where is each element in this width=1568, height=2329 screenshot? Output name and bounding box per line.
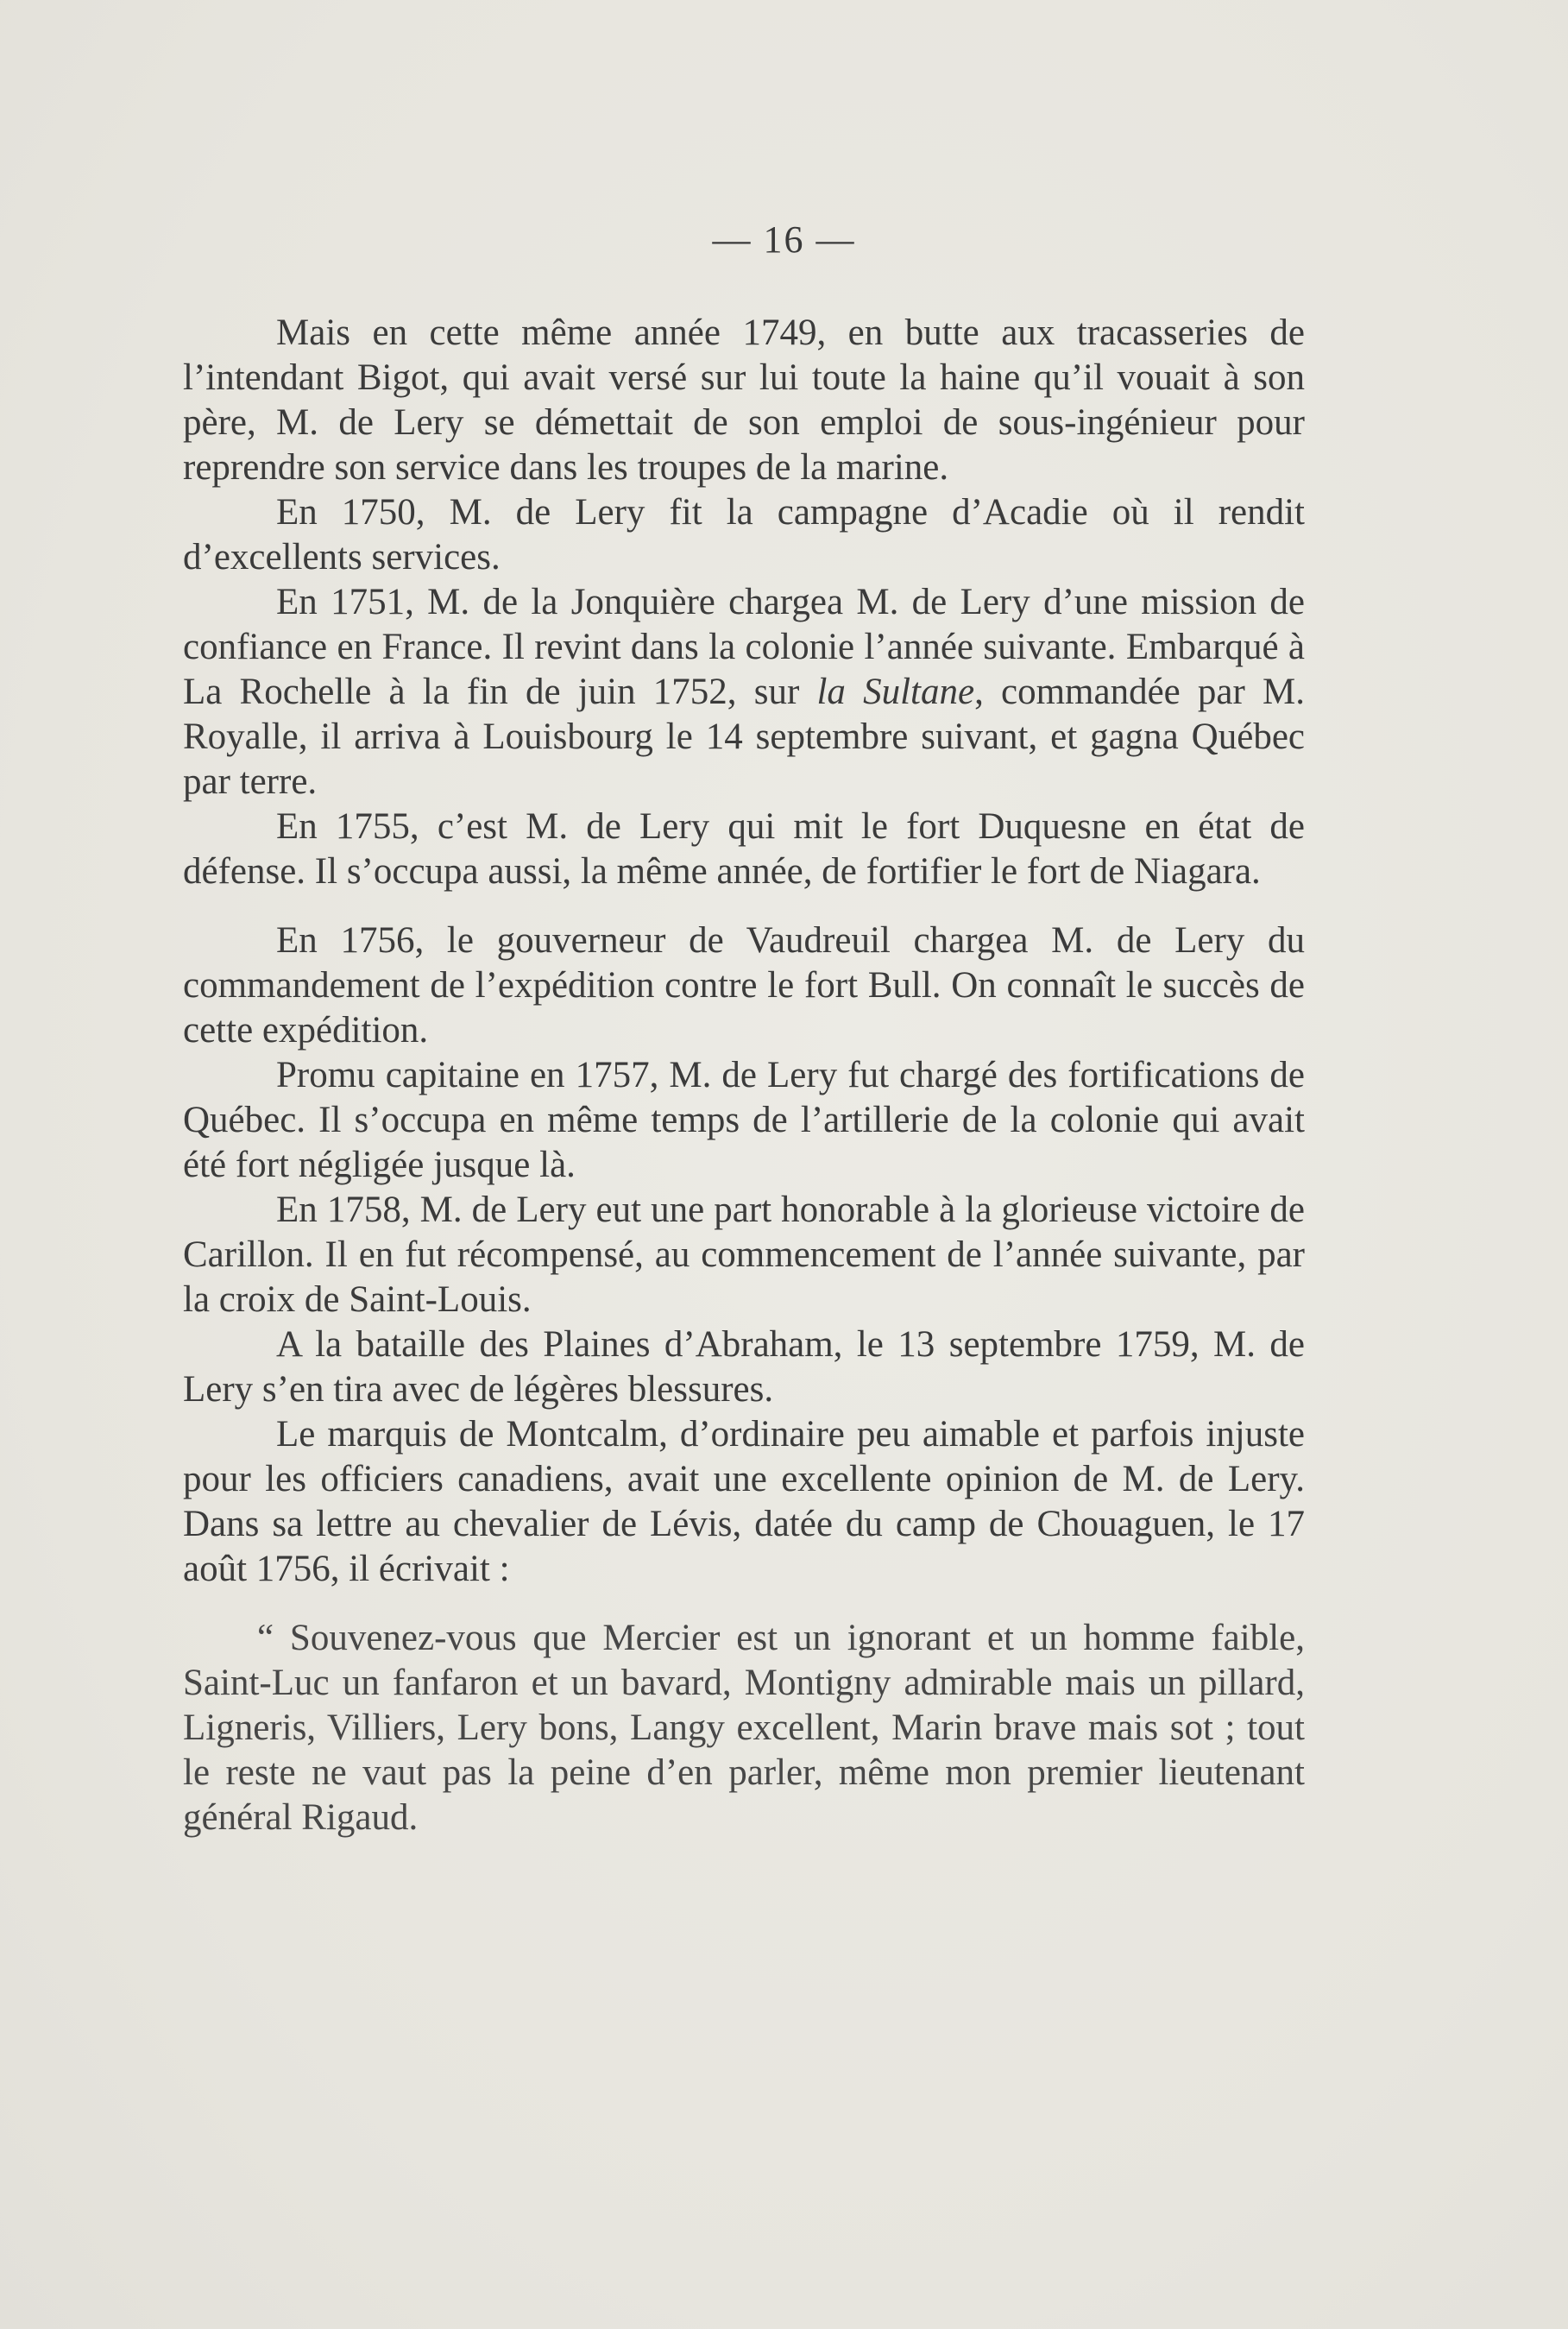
paragraph-6: Promu capitaine en 1757, M. de Lery fut chargé des fortifications de Québec. Il s’occupa en même temps de l’artillerie de la colonie qui avait été fort négligée jusque là. [183,1055,1305,1185]
paragraph-9: Le marquis de Montcalm, d’ordinaire peu aimable et parfois injuste pour les officiers canadiens, avait une excellente opinion de M. de Lery. Dans sa lettre au chevalier de Lévis, datée du camp de Chouaguen, le 17 août 1756, il écrivait : [183,1414,1305,1589]
body-text [183,311,1305,1878]
paragraph-1: Mais en cette même année 1749, en butte aux tracasseries de l’intendant Bigot, qui avait versé sur lui toute la haine qu’il vouait à son père, M. de Lery se démettait de son emploi de sous-ingénieur pour reprendre son service dans les troupes de la marine. [183,312,1305,488]
paragraph-3-after: , commandée par M. Royalle, il arriva à Louisbourg le 14 septembre suivant, et gagna Québec par terre. [183,672,1305,802]
paragraph-4: En 1755, c’est M. de Lery qui mit le fort Duquesne en état de défense. Il s’occupa aussi, la même année, de fortifier le fort de Niagara. [183,806,1305,892]
quotation: “ Souvenez-vous que Mercier est un ignorant et un homme faible, Saint-Luc un fanfaron et un bavard, Montigny admirable mais un pillard, Ligneris, Villiers, Lery bons, Langy excellent, Marin brave mais sot ; tout le reste ne vaut pas la peine d’en parler, même mon premier lieutenant général Rigaud. [183,1618,1305,1838]
paragraph-5: En 1756, le gouverneur de Vaudreuil chargea M. de Lery du commandement de l’expédition contre le fort Bull. On connaît le succès de cette expédition. [183,920,1305,1051]
paragraph-2: En 1750, M. de Lery fit la campagne d’Acadie où il rendit d’excellents services. [183,492,1305,578]
page-number: — 16 — [712,218,856,261]
paragraph-8: A la bataille des Plaines d’Abraham, le 13 septembre 1759, M. de Lery s’en tira avec de légères blessures. [183,1324,1305,1410]
paragraph-7: En 1758, M. de Lery eut une part honorable à la glorieuse victoire de Carillon. Il en fut récompensé, au commencement de l’année suivante, par la croix de Saint-Louis. [183,1190,1305,1320]
paragraph-3 [183,580,1305,805]
paragraph-3-before: En 1751, M. de la Jonquière chargea M. de Lery d’une mission de confiance en France. Il revint dans la colonie l’année suivante. Embarqué à La Rochelle à la fin de juin 1752, sur [183,582,1305,712]
ship-name: la Sultane [816,672,975,712]
